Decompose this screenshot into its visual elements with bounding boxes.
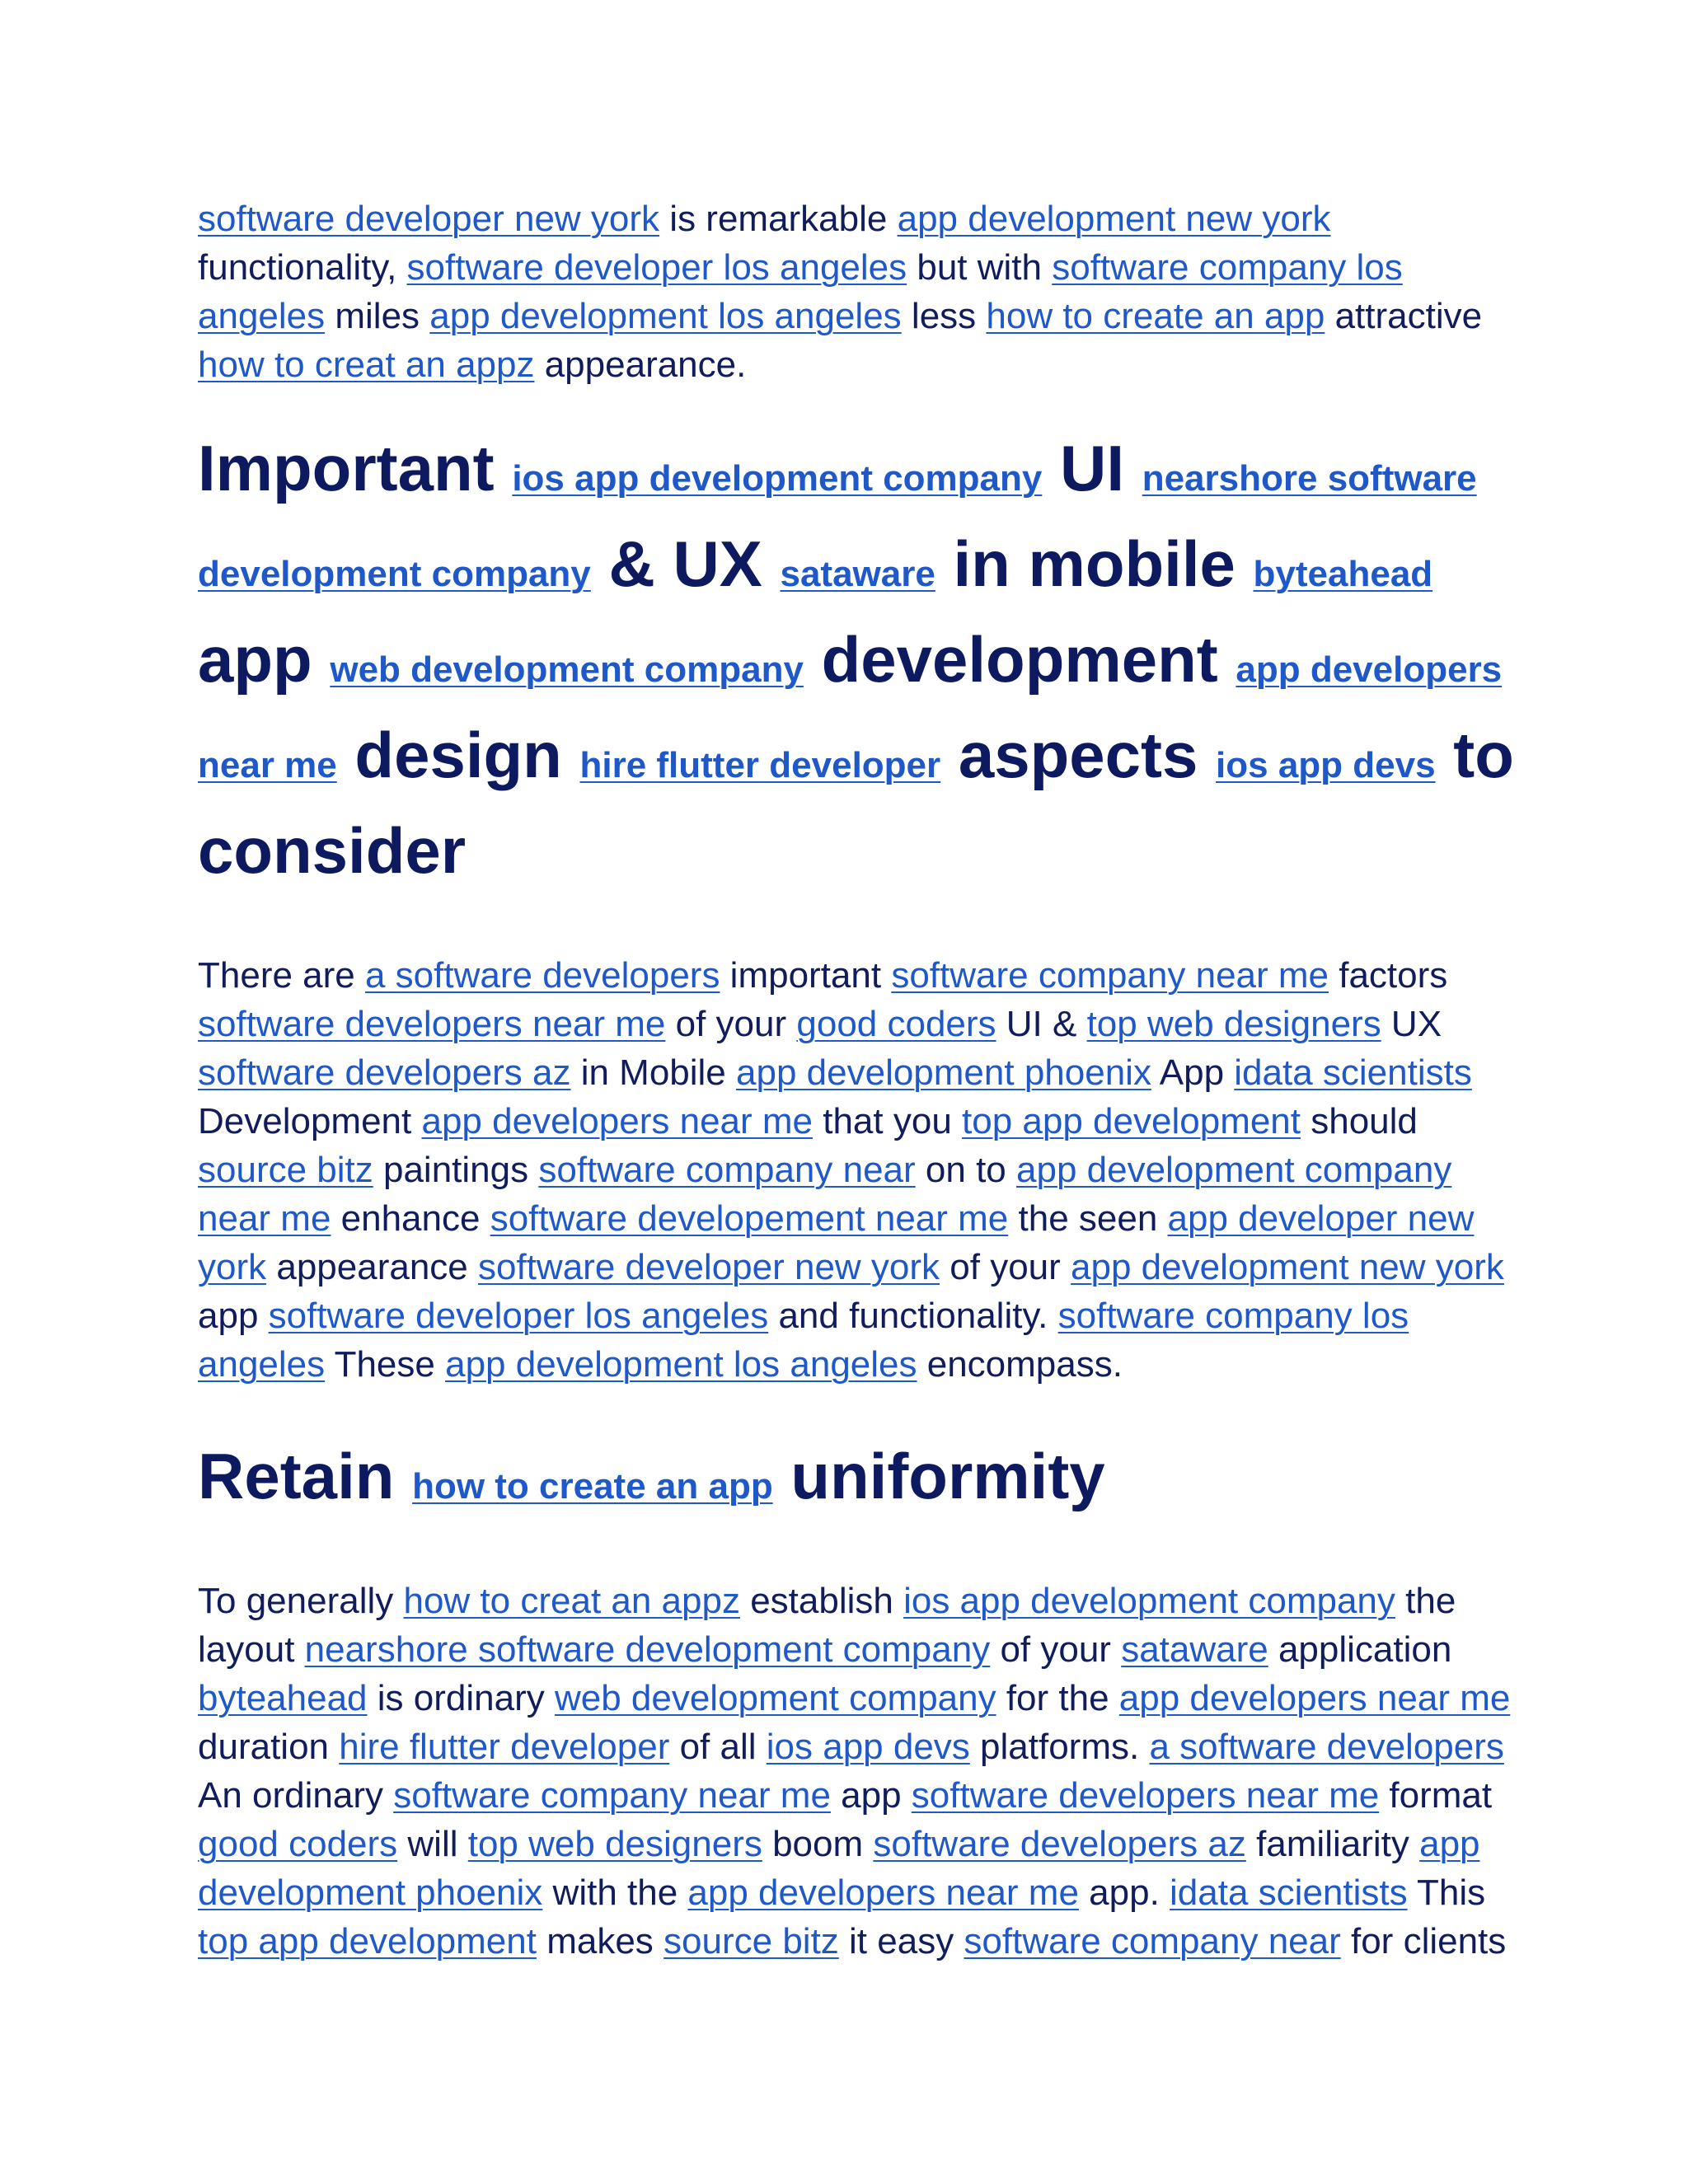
inline-link[interactable]: top app development [962,1101,1301,1141]
document-page [198,194,1517,1966]
heading-text: UI [1042,432,1142,504]
heading-text: development [803,623,1236,696]
inline-link[interactable]: nearshore software development company [304,1629,991,1670]
body-text: with the [542,1872,688,1913]
heading-text: in mobile [935,527,1254,600]
inline-link[interactable]: software company near [964,1921,1341,1961]
body-text: format [1379,1775,1493,1816]
body-text: important [720,955,892,996]
inline-link[interactable]: ios app development company [903,1581,1395,1621]
inline-link[interactable]: software developer new york [478,1247,940,1287]
inline-link[interactable]: app development los angeles [429,296,902,336]
inline-link[interactable]: software developers near me [198,1004,666,1044]
inline-link[interactable]: good coders [198,1824,398,1864]
body-text: is ordinary [367,1678,555,1718]
body-text: less [901,296,987,336]
inline-link[interactable]: nearshore software development company [198,458,1477,594]
inline-link[interactable]: software company los angeles [198,1296,1409,1385]
body-text: for clients [1340,1921,1507,1961]
heading-text: Important [198,432,513,504]
body-text: of your [990,1629,1122,1670]
body-text: platforms. [969,1727,1150,1767]
inline-link[interactable]: byteahead [198,1678,368,1718]
paragraph-uniformity [198,1577,1517,1966]
inline-link[interactable]: app developers near me [687,1872,1079,1913]
body-text: the layout [198,1581,1456,1670]
body-text: enhance [331,1198,490,1239]
body-text: makes [536,1921,664,1961]
inline-link[interactable]: hire flutter developer [579,745,941,785]
inline-link[interactable]: web development company [554,1678,996,1718]
body-text: should [1301,1101,1418,1141]
body-text: application [1268,1629,1452,1670]
heading-text: & UX [590,527,781,600]
inline-link[interactable]: sataware [780,554,935,594]
heading-text: Retain [198,1440,413,1512]
body-text: the seen [1008,1198,1168,1239]
inline-link[interactable]: software developer los angeles [406,247,907,288]
body-text: will [397,1824,468,1864]
inline-link[interactable]: software developers az [198,1052,571,1093]
inline-link[interactable]: software company near me [393,1775,831,1816]
body-text: This [1407,1872,1486,1913]
inline-link[interactable]: how to creat an appz [403,1581,740,1621]
body-text: factors [1329,955,1448,996]
inline-link[interactable]: software developers near me [911,1775,1380,1816]
inline-link[interactable]: software company near [538,1150,916,1190]
inline-link[interactable]: software developement near me [490,1198,1009,1239]
inline-link[interactable]: how to create an app [986,296,1325,336]
body-text: These [325,1344,446,1385]
body-text: of your [940,1247,1071,1287]
inline-link[interactable]: idata scientists [1234,1052,1472,1093]
body-text: UX [1381,1004,1442,1044]
body-text: There are [198,955,365,996]
body-text: app [198,1296,269,1336]
inline-link[interactable]: app development los angeles [445,1344,917,1385]
body-text: that you [813,1101,963,1141]
inline-link[interactable]: software developers az [873,1824,1246,1864]
body-text: Development [198,1101,422,1141]
body-text: duration [198,1727,340,1767]
body-text: appearance [266,1247,478,1287]
inline-link[interactable]: software developer los angeles [268,1296,769,1336]
body-text: but with [907,247,1053,288]
heading-text: to consider [198,719,1514,887]
body-text: of all [669,1727,767,1767]
inline-link[interactable]: app developers near me [421,1101,814,1141]
body-text: it easy [838,1921,964,1961]
heading-important-ui-ux [198,429,1517,907]
body-text: boom [762,1824,874,1864]
inline-link[interactable]: top app development [198,1921,537,1961]
body-text: App [1151,1052,1235,1093]
body-text: is remarkable [659,199,898,239]
inline-link[interactable]: a software developers [364,955,720,996]
body-text: functionality, [198,247,407,288]
body-text: establish [739,1581,904,1621]
inline-link[interactable]: app development new york [1071,1247,1504,1287]
inline-link[interactable]: hire flutter developer [339,1727,670,1767]
body-text: appearance. [534,344,747,385]
heading-text: aspects [940,719,1217,791]
inline-link[interactable]: top web designers [1086,1004,1381,1044]
body-text: UI & [996,1004,1087,1044]
inline-link[interactable]: app developers near me [198,649,1503,785]
inline-link[interactable]: good coders [796,1004,996,1044]
heading-text: app [198,623,331,696]
inline-link[interactable]: software company los angeles [198,247,1403,336]
inline-link[interactable]: sataware [1121,1629,1268,1670]
body-text: attractive [1325,296,1483,336]
body-text: An ordinary [198,1775,394,1816]
inline-link[interactable]: web development company [330,649,804,690]
heading-retain-uniformity [198,1436,1517,1532]
inline-link[interactable]: app developer new york [198,1198,1475,1287]
inline-link[interactable]: app development new york [897,199,1331,239]
inline-link[interactable]: how to creat an appz [198,344,535,385]
body-text: of your [665,1004,797,1044]
inline-link[interactable]: how to create an app [412,1466,773,1507]
inline-link[interactable]: top web designers [467,1824,762,1864]
body-text: and functionality. [768,1296,1058,1336]
inline-link[interactable]: a software developers [1149,1727,1504,1767]
body-text: app [830,1775,912,1816]
body-text: for the [996,1678,1119,1718]
body-text: on to [915,1150,1016,1190]
inline-link[interactable]: source bitz [663,1921,839,1961]
body-text: paintings [373,1150,539,1190]
body-text: in Mobile [570,1052,737,1093]
body-text: encompass. [917,1344,1123,1385]
inline-link[interactable]: byteahead [1253,554,1433,594]
inline-link[interactable]: app development phoenix [198,1824,1480,1913]
inline-link[interactable]: idata scientists [1170,1872,1408,1913]
inline-link[interactable]: app developers near me [1118,1678,1511,1718]
inline-link[interactable]: app development phoenix [736,1052,1151,1093]
body-text: familiarity [1245,1824,1420,1864]
body-text: app. [1078,1872,1170,1913]
inline-link[interactable]: ios app devs [766,1727,970,1767]
inline-link[interactable]: software company near me [891,955,1329,996]
inline-link[interactable]: software developer new york [198,199,660,239]
inline-link[interactable]: ios app development company [512,458,1043,499]
heading-text: design [336,719,580,791]
inline-link[interactable]: ios app devs [1216,745,1436,785]
inline-link[interactable]: source bitz [198,1150,373,1190]
paragraph-factors [198,951,1517,1389]
paragraph-intro [198,194,1517,389]
body-text: miles [325,296,430,336]
inline-link[interactable]: app development company near me [198,1150,1452,1239]
heading-text: uniformity [772,1440,1105,1512]
body-text: To generally [198,1581,404,1621]
